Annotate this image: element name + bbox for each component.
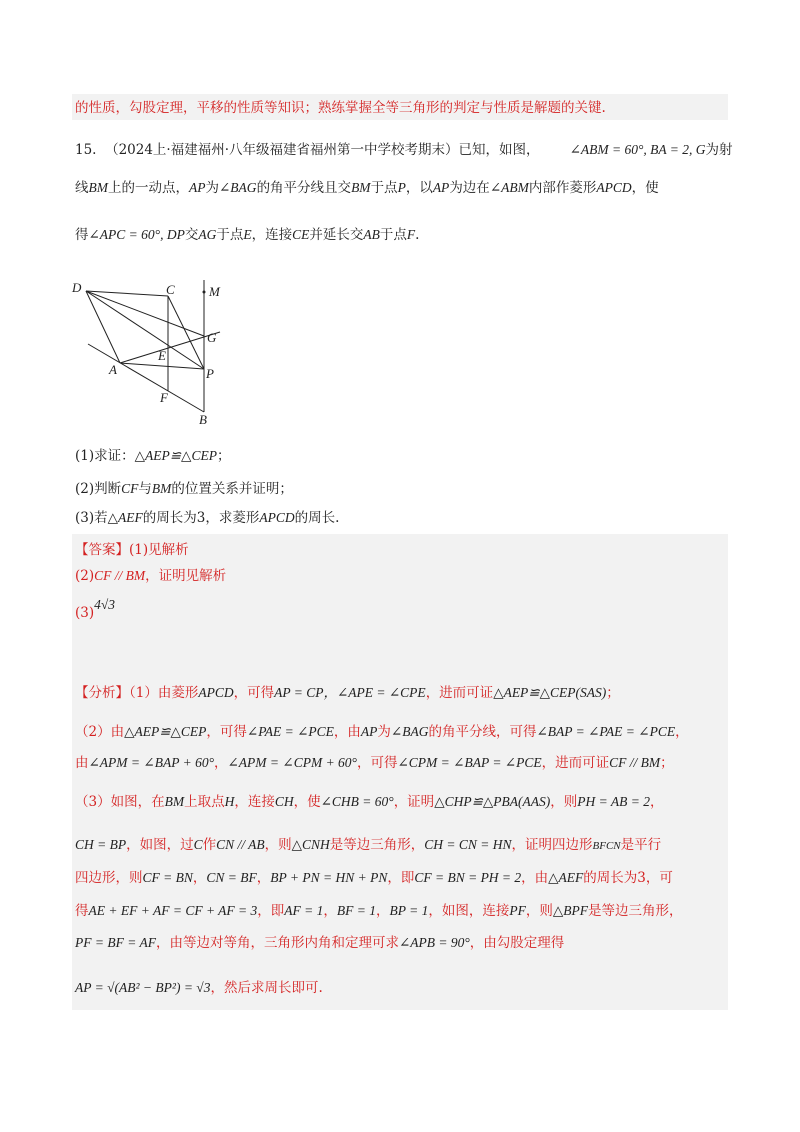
problem-math: BM	[351, 180, 371, 195]
question-text: ；	[216, 448, 231, 464]
analysis-line-1	[75, 683, 620, 703]
analysis-text: ，则	[264, 837, 292, 853]
question-3	[75, 508, 339, 528]
question-1	[75, 446, 230, 466]
analysis-math: ∠BAG	[390, 724, 429, 739]
analysis-text: ，进而可证	[425, 685, 494, 701]
analysis-math: CH = CN = HN	[424, 837, 512, 852]
analysis-math: APCD	[198, 685, 234, 700]
problem-number: 15.	[75, 142, 97, 158]
analysis-line-2	[75, 722, 689, 742]
analysis-math: ∠BAP = ∠PAE = ∠PCE	[536, 724, 676, 739]
problem-text: 得	[75, 227, 89, 243]
analysis-text: ，如图，过	[126, 837, 194, 853]
question-math: CF	[121, 481, 139, 496]
segment-dp	[86, 291, 204, 369]
analysis-text: 四边形，则	[75, 870, 143, 886]
analysis-text: （2）由	[75, 724, 125, 740]
answer-math: CF // BM	[94, 568, 146, 583]
problem-math: E	[243, 227, 252, 242]
problem-text: 为边在	[449, 180, 490, 196]
problem-text: 于点	[216, 227, 244, 243]
question-text: 的周长为3，求菱形	[142, 510, 260, 526]
question-text: (2)判断	[75, 481, 122, 497]
problem-line-3	[75, 225, 419, 245]
problem-text: 交	[184, 227, 199, 243]
analysis-text: ，连接	[234, 794, 275, 810]
question-text: 的周长.	[294, 510, 340, 526]
analysis-math: △AEF	[548, 870, 584, 885]
problem-text: 为	[205, 180, 219, 196]
problem-math: AB	[363, 227, 380, 242]
analysis-math: PF = BF = AF	[75, 935, 156, 950]
problem-math: ∠BAG	[219, 180, 257, 195]
answer-3	[75, 597, 116, 623]
analysis-math: ∠APB = 90°	[398, 935, 470, 950]
question-math: BM	[151, 481, 172, 496]
analysis-text: ；	[660, 755, 674, 771]
analysis-math: BP + PN = HN + PN	[270, 870, 388, 885]
label-c: C	[166, 282, 175, 297]
analysis-math: CH = BP	[75, 837, 127, 852]
analysis-text: ，即	[257, 903, 285, 919]
analysis-math: △AEP≌△CEP(SAS)	[493, 685, 607, 700]
analysis-text: ，	[323, 903, 337, 919]
problem-line-2	[75, 178, 659, 198]
analysis-line-6	[75, 868, 673, 888]
analysis-math: CF // BM	[609, 755, 661, 770]
analysis-text: ，由	[521, 870, 549, 886]
problem-math: ∠ABM	[489, 180, 529, 195]
problem-math: P	[397, 180, 406, 195]
analysis-text: ，	[649, 794, 664, 810]
analysis-text: ，使	[293, 794, 321, 810]
analysis-text: ，	[376, 903, 390, 919]
analysis-text: ，由勾股定理得	[469, 935, 565, 951]
analysis-math: BF = 1	[336, 903, 377, 918]
problem-text: ，使	[631, 180, 659, 196]
analysis-math: ∠CPM = ∠BAP = ∠PCE	[397, 755, 542, 770]
analysis-math: CH	[274, 794, 294, 809]
analysis-math: AP = √(AB² − BP²) = √3	[75, 980, 211, 995]
analysis-math: AE + EF + AF = CF + AF = 3	[88, 903, 258, 918]
analysis-math: CN = BF	[206, 870, 257, 885]
line-ab	[88, 344, 204, 412]
problem-math: AG	[198, 227, 217, 242]
analysis-math: △CHP≌△PBA(AAS)	[434, 794, 551, 809]
analysis-text: 得	[75, 903, 89, 919]
answer-2	[75, 566, 226, 586]
analysis-text: 作	[202, 837, 217, 853]
analysis-text: 的角平分线，可得	[428, 724, 537, 740]
answer-text: (2)	[75, 568, 95, 584]
analysis-text: ，	[675, 724, 689, 740]
analysis-math: ∠APM = ∠BAP + 60°	[88, 755, 214, 770]
analysis-text: ，如图，连接	[428, 903, 510, 919]
analysis-line-9	[75, 978, 323, 998]
analysis-text: 是平行	[620, 837, 662, 853]
answer-text: (3)	[75, 605, 95, 621]
label-a: A	[109, 362, 117, 377]
problem-text: 的角平分线且交	[256, 180, 352, 196]
analysis-line-8	[75, 933, 564, 953]
analysis-text: ，然后求周长即可.	[210, 980, 323, 996]
problem-text: 并延长交	[309, 227, 364, 243]
analysis-text: ，可得	[233, 685, 275, 701]
label-e: E	[158, 348, 166, 363]
analysis-math: △CNH	[291, 837, 330, 852]
analysis-math: ∠CHB = 60°	[320, 794, 394, 809]
question-math: APCD	[259, 510, 295, 525]
problem-math: CE	[292, 227, 310, 242]
point-m	[203, 291, 206, 294]
problem-text: ，连接	[251, 227, 293, 243]
analysis-math: BFCN	[592, 840, 621, 852]
analysis-text: 由	[75, 755, 89, 771]
analysis-text: ，由等边对等角，三角形内角和定理可求	[155, 935, 399, 951]
question-2	[75, 479, 293, 499]
problem-text: .	[415, 227, 420, 243]
label-g: G	[207, 330, 217, 345]
problem-math: BM	[88, 180, 108, 195]
problem-math: AP	[189, 180, 206, 195]
question-math: △AEF	[107, 510, 143, 525]
analysis-text: ，进而可证	[541, 755, 610, 771]
answer-math: 4√3	[94, 597, 116, 612]
analysis-math: ∠PAE = ∠PCE	[246, 724, 334, 739]
segment-pc	[168, 296, 204, 369]
analysis-text: 的周长为3，可	[583, 870, 673, 886]
ray-ag	[120, 332, 220, 363]
analysis-line-5	[75, 835, 661, 856]
analysis-text: ，证明	[393, 794, 435, 810]
geometry-figure	[70, 272, 230, 432]
analysis-math: CF = BN	[142, 870, 193, 885]
analysis-line-7	[75, 901, 683, 921]
problem-source: （2024上·福建福州·八年级福建省福州第一中学校考期末）	[105, 142, 459, 158]
analysis-text: 是等边三角形，	[588, 903, 683, 919]
top-band-text: 的性质，勾股定理，平移的性质等知识；熟练掌握全等三角形的判定与性质是解题的关键.	[75, 100, 606, 116]
problem-math: APCD	[596, 180, 632, 195]
analysis-text: ，证明四边形	[511, 837, 593, 853]
analysis-math: AP	[360, 724, 378, 739]
question-text: (1)求证：	[75, 448, 135, 464]
problem-line-1	[75, 140, 733, 160]
answer-text: ，证明见解析	[145, 568, 227, 584]
analysis-math: AP = CP，∠APE = ∠CPE	[274, 685, 426, 700]
question-text: (3)若	[75, 510, 108, 526]
analysis-text: 为	[377, 724, 391, 740]
analysis-text: ，	[213, 755, 228, 771]
problem-math: ∠ABM = 60°, BA = 2, G	[569, 142, 706, 157]
problem-math: ∠APC = 60°, DP	[88, 227, 185, 242]
analysis-line-3	[75, 753, 674, 773]
analysis-math: C	[193, 837, 203, 852]
problem-math: AP	[432, 180, 450, 195]
label-b: B	[199, 412, 207, 427]
answer-1: 【答案】(1)见解析	[75, 542, 189, 558]
problem-text: 内部作菱形	[528, 180, 597, 196]
analysis-text: ，可得	[206, 724, 247, 740]
analysis-text: ，由	[333, 724, 361, 740]
problem-text: 已知，如图，	[458, 142, 540, 158]
question-math: △AEP≌△CEP	[134, 448, 217, 463]
analysis-math: PH = AB = 2	[577, 794, 650, 809]
analysis-math: BP = 1	[389, 903, 429, 918]
label-d: D	[72, 280, 82, 295]
problem-text: 于点	[379, 227, 407, 243]
analysis-text: ，	[192, 870, 207, 886]
label-p: P	[206, 366, 214, 381]
analysis-math: BM	[164, 794, 185, 809]
analysis-math: H	[224, 794, 235, 809]
analysis-math: △AEP≌△CEP	[124, 724, 207, 739]
problem-math: F	[406, 227, 416, 242]
analysis-text: ，即	[387, 870, 415, 886]
analysis-text: ，则	[525, 903, 553, 919]
analysis-math: △BPF	[552, 903, 588, 918]
analysis-text: （3）如图，在	[75, 794, 165, 810]
problem-text: 线	[75, 180, 89, 196]
question-text: 与	[138, 481, 152, 497]
analysis-text: ，	[256, 870, 271, 886]
analysis-text: 是等边三角形，	[329, 837, 425, 853]
analysis-math: CF = BN = PH = 2	[414, 870, 522, 885]
analysis-text: 上取点	[184, 794, 225, 810]
segment-ap	[120, 363, 204, 369]
problem-text: 上的一动点，	[108, 180, 189, 196]
question-text: 的位置关系并证明；	[171, 481, 293, 497]
analysis-line-4	[75, 792, 663, 812]
label-m: M	[209, 284, 220, 299]
problem-text: 于点	[370, 180, 398, 196]
analysis-math: PF	[509, 903, 526, 918]
analysis-text: ；	[606, 685, 620, 701]
label-f: F	[160, 390, 168, 405]
analysis-math: CN // AB	[216, 837, 265, 852]
analysis-math: ∠APM = ∠CPM + 60°	[227, 755, 357, 770]
problem-text: 为射	[705, 142, 733, 158]
analysis-text: ，可得	[356, 755, 398, 771]
analysis-text: ，则	[550, 794, 578, 810]
problem-text: ，以	[405, 180, 433, 196]
analysis-text: 【分析】（1）由菱形	[75, 685, 199, 701]
analysis-math: AF = 1	[284, 903, 324, 918]
